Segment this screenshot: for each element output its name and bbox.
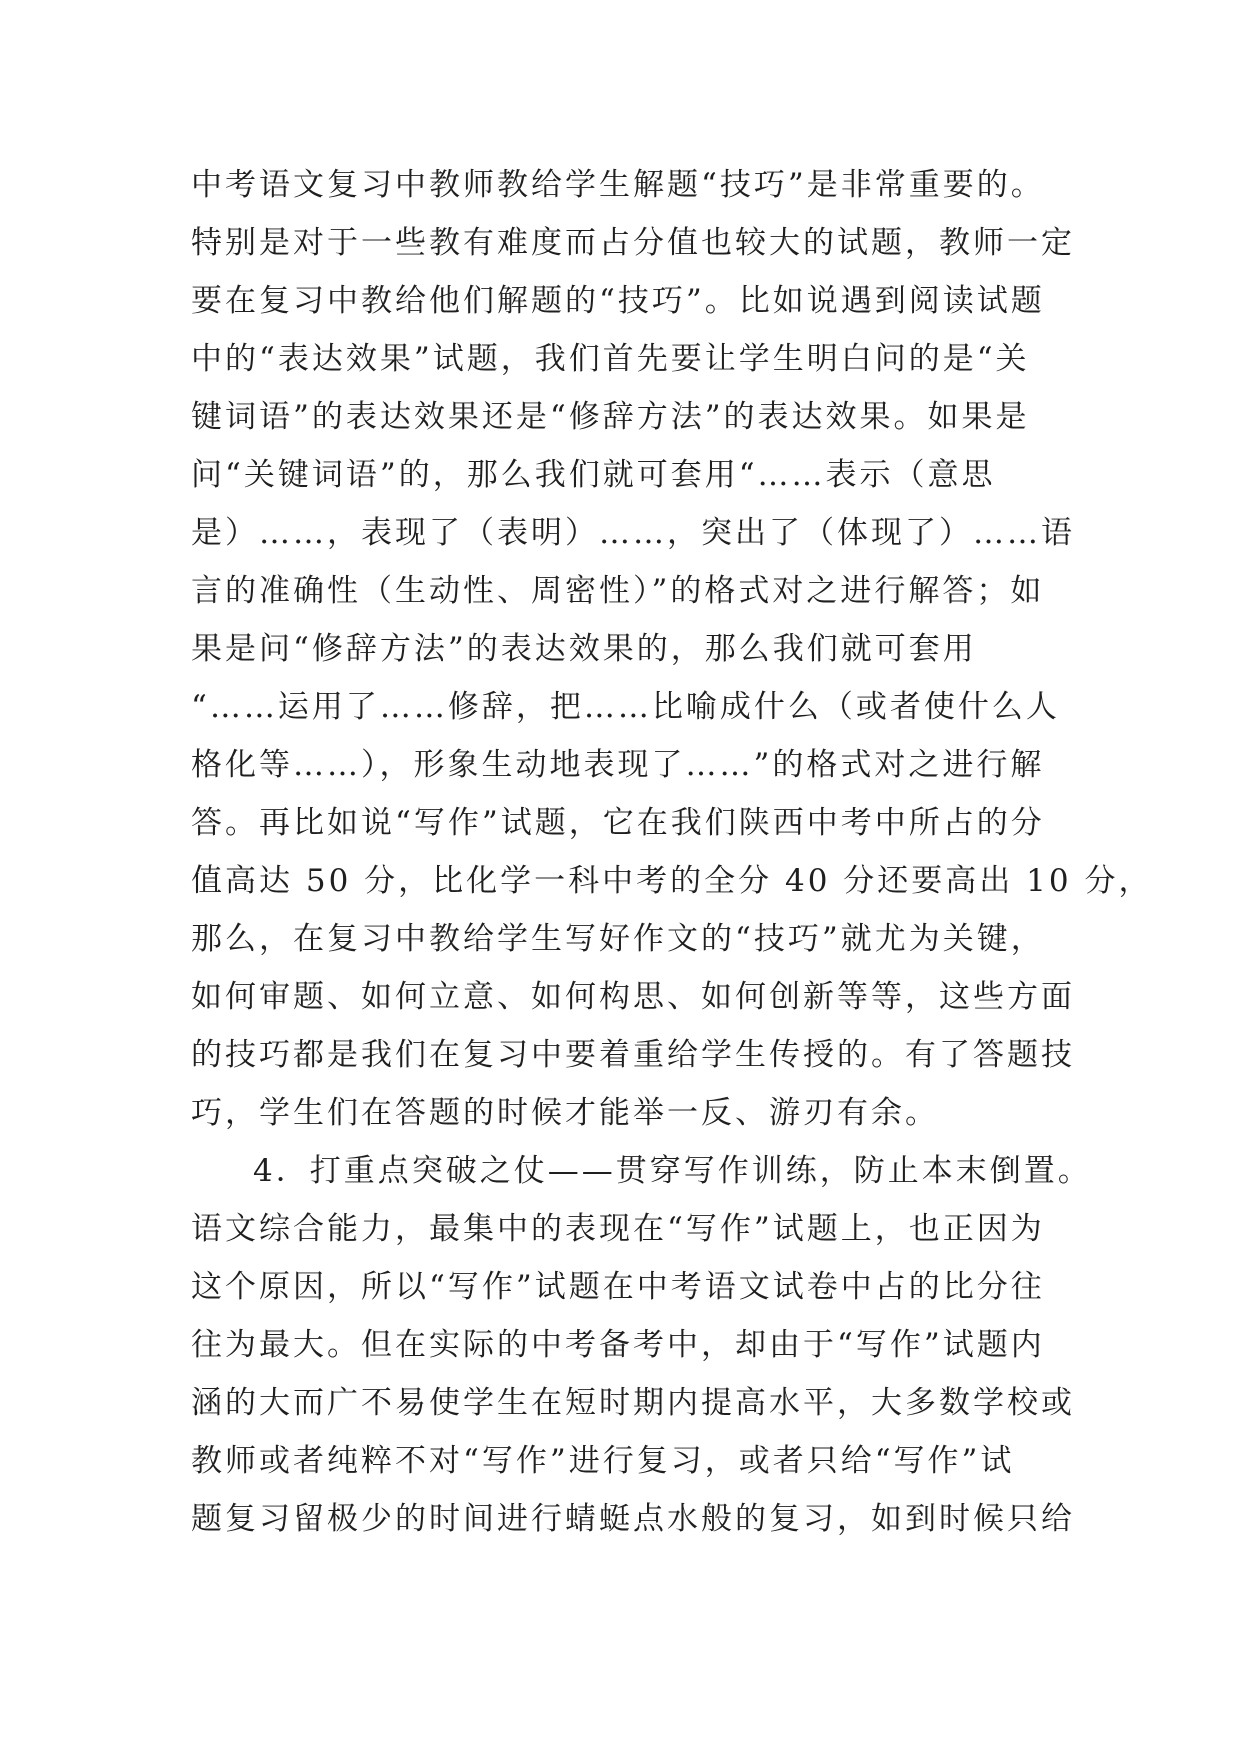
text-line: 值高达 50 分，比化学一科中考的全分 40 分还要高出 10 分， xyxy=(191,863,1153,899)
text-line: 巧，学生们在答题的时候才能举一反、游刃有余。 xyxy=(191,1095,939,1131)
text-line: 特别是对于一些教有难度而占分值也较大的试题，教师一定 xyxy=(191,225,1075,261)
text-line: 涵的大而广不易使学生在短时期内提高水平，大多数学校或 xyxy=(191,1385,1075,1421)
text-line: 中考语文复习中教师教给学生解题“技巧”是非常重要的。 xyxy=(191,167,1045,203)
text-line: 要在复习中教给他们解题的“技巧”。比如说遇到阅读试题 xyxy=(191,283,1045,319)
text-line: 题复习留极少的时间进行蜻蜓点水般的复习，如到时候只给 xyxy=(191,1501,1075,1537)
text-line: 的技巧都是我们在复习中要着重给学生传授的。有了答题技 xyxy=(191,1037,1075,1073)
text-line: 答。再比如说“写作”试题，它在我们陕西中考中所占的分 xyxy=(191,805,1045,841)
text-line: 格化等……），形象生动地表现了……”的格式对之进行解 xyxy=(191,747,1045,783)
body-text xyxy=(191,156,1153,1548)
text-line: 是）……，表现了（表明）……，突出了（体现了）……语 xyxy=(191,515,1075,551)
text-line: 果是问“修辞方法”的表达效果的，那么我们就可套用 xyxy=(191,631,977,667)
text-line: 语文综合能力，最集中的表现在“写作”试题上，也正因为 xyxy=(191,1211,1045,1247)
text-line: 如何审题、如何立意、如何构思、如何创新等等，这些方面 xyxy=(191,979,1075,1015)
text-line: 这个原因，所以“写作”试题在中考语文试卷中占的比分往 xyxy=(191,1269,1045,1305)
text-line: 教师或者纯粹不对“写作”进行复习，或者只给“写作”试 xyxy=(191,1443,1015,1479)
text-line: “……运用了……修辞，把……比喻成什么（或者使什么人 xyxy=(191,689,1060,725)
text-line: 中的“表达效果”试题，我们首先要让学生明白问的是“关 xyxy=(191,341,1030,377)
section-heading: 4．打重点突破之仗——贯穿写作训练，防止本末倒置。 xyxy=(253,1153,1092,1189)
text-line: 往为最大。但在实际的中考备考中，却由于“写作”试题内 xyxy=(191,1327,1045,1363)
text-line: 问“关键词语”的，那么我们就可套用“……表示（意思 xyxy=(191,457,996,493)
text-line: 键词语”的表达效果还是“修辞方法”的表达效果。如果是 xyxy=(191,399,1030,435)
text-line: 那么，在复习中教给学生写好作文的“技巧”就尤为关键， xyxy=(191,921,1045,957)
text-line: 言的准确性（生动性、周密性）”的格式对之进行解答；如 xyxy=(191,573,1045,609)
